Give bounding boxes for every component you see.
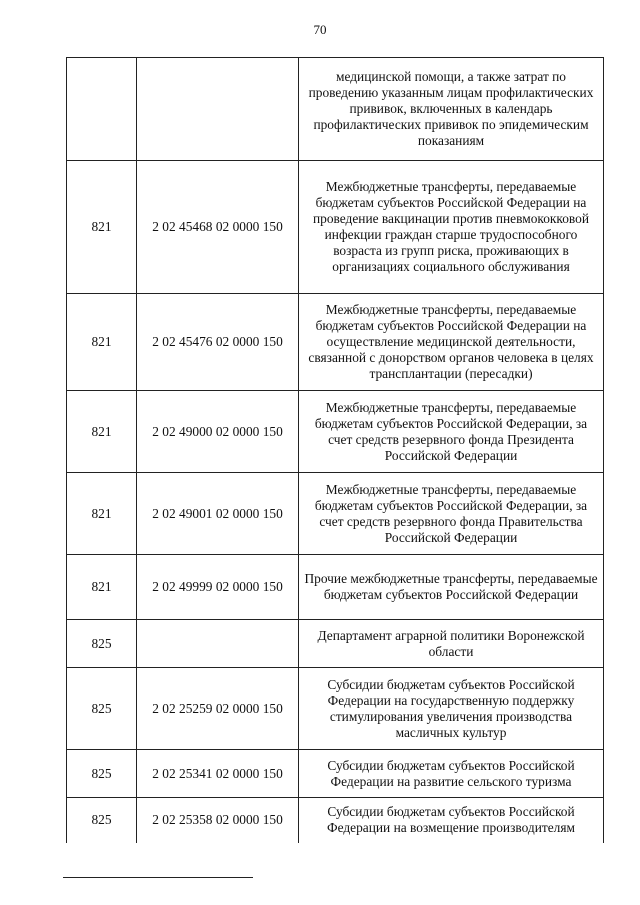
admin-code-cell: 821 <box>67 161 137 294</box>
footnote-divider <box>63 877 253 878</box>
page-number: 70 <box>313 22 327 37</box>
budget-code-cell: 2 02 49000 02 0000 150 <box>137 391 299 473</box>
budget-code-cell: 2 02 25358 02 0000 150 <box>137 798 299 843</box>
admin-code-cell <box>67 58 137 161</box>
budget-code-cell: 2 02 25259 02 0000 150 <box>137 668 299 750</box>
income-name-cell: Межбюджетные трансферты, передаваемые бюджетам субъектов Российской Федерации, за счет средств резервного фонда Президента Российской Федерации <box>299 391 604 473</box>
budget-code-cell: 2 02 49001 02 0000 150 <box>137 473 299 555</box>
income-name-cell: Департамент аграрной политики Воронежской области <box>299 620 604 668</box>
income-name-cell: Субсидии бюджетам субъектов Российской Федерации на государственную поддержку стимулирования увеличения производства масличных культур <box>299 668 604 750</box>
income-name-cell: Субсидии бюджетам субъектов Российской Федерации на развитие сельского туризма <box>299 750 604 798</box>
table-row <box>67 473 604 555</box>
income-name-cell: Межбюджетные трансферты, передаваемые бюджетам субъектов Российской Федерации на проведение вакцинации против пневмококковой инфекции граждан старше трудоспособного возраста из групп риска, проживающих в организациях социального обслуживания <box>299 161 604 294</box>
table-row <box>67 555 604 620</box>
table-row <box>67 668 604 750</box>
table-row <box>67 161 604 294</box>
budget-code-cell: 2 02 25341 02 0000 150 <box>137 750 299 798</box>
income-name-cell: Субсидии бюджетам субъектов Российской Федерации на возмещение производителям <box>299 798 604 843</box>
admin-code-cell: 825 <box>67 750 137 798</box>
table-row <box>67 620 604 668</box>
table-row <box>67 391 604 473</box>
budget-classification-table <box>66 57 604 843</box>
admin-code-cell: 821 <box>67 391 137 473</box>
income-name-cell: Межбюджетные трансферты, передаваемые бюджетам субъектов Российской Федерации, за счет средств резервного фонда Правительства Российской Федерации <box>299 473 604 555</box>
budget-code-cell: 2 02 45468 02 0000 150 <box>137 161 299 294</box>
admin-code-cell: 825 <box>67 620 137 668</box>
admin-code-cell: 825 <box>67 798 137 843</box>
admin-code-cell: 821 <box>67 555 137 620</box>
income-name-cell: Прочие межбюджетные трансферты, передаваемые бюджетам субъектов Российской Федерации <box>299 555 604 620</box>
income-name-cell: Межбюджетные трансферты, передаваемые бюджетам субъектов Российской Федерации на осуществление медицинской деятельности, связанной с донорством органов человека в целях трансплантации (пересадки) <box>299 294 604 391</box>
income-name-cell: медицинской помощи, а также затрат по проведению указанным лицам профилактических прививок, включенных в календарь профилактических прививок по эпидемическим показаниям <box>299 58 604 161</box>
table-row <box>67 294 604 391</box>
admin-code-cell: 821 <box>67 473 137 555</box>
table-row <box>67 798 604 843</box>
budget-code-cell <box>137 620 299 668</box>
admin-code-cell: 825 <box>67 668 137 750</box>
budget-code-cell: 2 02 49999 02 0000 150 <box>137 555 299 620</box>
admin-code-cell: 821 <box>67 294 137 391</box>
budget-code-cell <box>137 58 299 161</box>
budget-code-cell: 2 02 45476 02 0000 150 <box>137 294 299 391</box>
table-row <box>67 58 604 161</box>
table-row <box>67 750 604 798</box>
